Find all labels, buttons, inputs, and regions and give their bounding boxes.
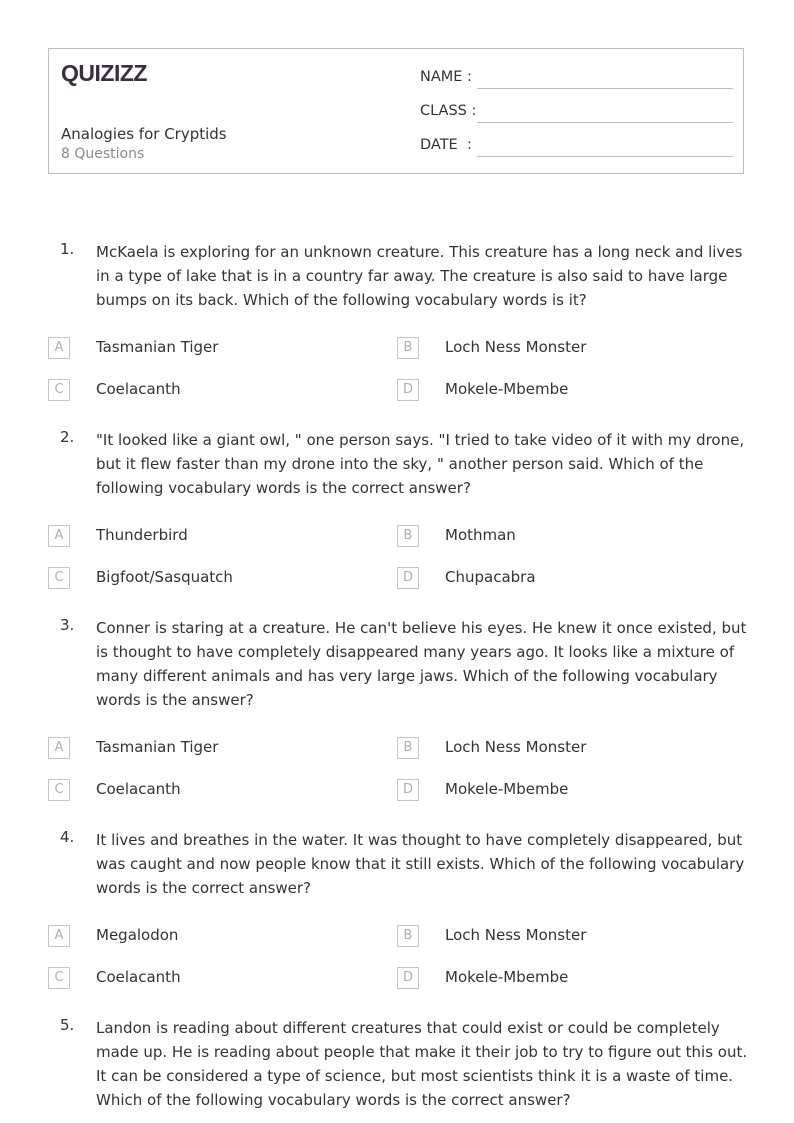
name-field bbox=[420, 67, 733, 91]
option-text: Chupacabra bbox=[445, 568, 536, 586]
option-letter: D bbox=[397, 567, 419, 589]
question-number: 4. bbox=[60, 828, 75, 846]
quizizz-logo bbox=[61, 59, 161, 91]
name-line[interactable] bbox=[477, 88, 733, 89]
option-letter: C bbox=[48, 967, 70, 989]
question-4-option-d[interactable] bbox=[397, 967, 697, 991]
option-letter: A bbox=[48, 525, 70, 547]
option-text: Tasmanian Tiger bbox=[96, 338, 219, 356]
svg-text:QUIZIZZ: QUIZIZZ bbox=[61, 60, 147, 86]
question-3-option-c[interactable] bbox=[48, 779, 348, 803]
option-text: Mokele-Mbembe bbox=[445, 380, 569, 398]
question-1-option-d[interactable] bbox=[397, 379, 697, 403]
option-letter: D bbox=[397, 379, 419, 401]
option-letter: A bbox=[48, 337, 70, 359]
option-text: Coelacanth bbox=[96, 968, 181, 986]
option-text: Coelacanth bbox=[96, 380, 181, 398]
question-number: 1. bbox=[60, 240, 75, 258]
worksheet-title: Analogies for Cryptids bbox=[61, 125, 227, 143]
question-text: It lives and breathes in the water. It was thought to have completely disappeared, but was caught and now people know that it still exists. Which of the following vocabulary words is the correct answer? bbox=[96, 831, 745, 897]
date-label: DATE : bbox=[420, 137, 472, 153]
option-letter: C bbox=[48, 779, 70, 801]
question-text: McKaela is exploring for an unknown creature. This creature has a long neck and lives in a type of lake that is in a country far away. The creature is also said to have large bumps on its back. Which of the following vocabulary words is it? bbox=[96, 243, 743, 309]
option-text: Loch Ness Monster bbox=[445, 338, 587, 356]
option-letter: C bbox=[48, 379, 70, 401]
option-letter: B bbox=[397, 525, 419, 547]
option-letter: D bbox=[397, 967, 419, 989]
option-text: Mothman bbox=[445, 526, 516, 544]
option-text: Loch Ness Monster bbox=[445, 926, 587, 944]
quizizz-logo-icon bbox=[61, 59, 161, 87]
option-letter: C bbox=[48, 567, 70, 589]
question-1-option-c[interactable] bbox=[48, 379, 348, 403]
option-letter: A bbox=[48, 925, 70, 947]
question-3-option-a[interactable] bbox=[48, 737, 348, 761]
question-number: 5. bbox=[60, 1016, 75, 1034]
question-2-option-a[interactable] bbox=[48, 525, 348, 549]
worksheet-header bbox=[48, 48, 744, 174]
date-field bbox=[420, 135, 733, 159]
option-text: Megalodon bbox=[96, 926, 179, 944]
question-4-option-a[interactable] bbox=[48, 925, 348, 949]
question-2-option-d[interactable] bbox=[397, 567, 697, 591]
question-number: 2. bbox=[60, 428, 75, 446]
date-line[interactable] bbox=[477, 156, 733, 157]
question-text: Landon is reading about different creatures that could exist or could be completely made up. He is reading about people that make it their job to try to figure out this out. It can be considered a type of science, but most scientists think it is a waste of time. Which of the following vocabulary words is the correct answer? bbox=[96, 1019, 748, 1109]
class-label: CLASS : bbox=[420, 103, 477, 119]
option-text: Coelacanth bbox=[96, 780, 181, 798]
question-2-option-b[interactable] bbox=[397, 525, 697, 549]
option-text: Thunderbird bbox=[96, 526, 188, 544]
option-text: Loch Ness Monster bbox=[445, 738, 587, 756]
option-letter: B bbox=[397, 737, 419, 759]
option-text: Bigfoot/Sasquatch bbox=[96, 568, 233, 586]
option-text: Tasmanian Tiger bbox=[96, 738, 219, 756]
question-4-option-c[interactable] bbox=[48, 967, 348, 991]
question-2-option-c[interactable] bbox=[48, 567, 348, 591]
option-text: Mokele-Mbembe bbox=[445, 780, 569, 798]
class-line[interactable] bbox=[477, 122, 733, 123]
question-text: "It looked like a giant owl, " one person says. "I tried to take video of it with my drone, but it flew faster than my drone into the sky, " another person said. Which of the following vocabulary words is the correct answer? bbox=[96, 431, 745, 497]
question-3-option-d[interactable] bbox=[397, 779, 697, 803]
option-letter: D bbox=[397, 779, 419, 801]
question-count: 8 Questions bbox=[61, 146, 145, 162]
option-text: Mokele-Mbembe bbox=[445, 968, 569, 986]
name-label: NAME : bbox=[420, 69, 472, 85]
question-number: 3. bbox=[60, 616, 75, 634]
option-letter: B bbox=[397, 337, 419, 359]
question-1-option-b[interactable] bbox=[397, 337, 697, 361]
option-letter: A bbox=[48, 737, 70, 759]
question-3-option-b[interactable] bbox=[397, 737, 697, 761]
question-4-option-b[interactable] bbox=[397, 925, 697, 949]
question-1-option-a[interactable] bbox=[48, 337, 348, 361]
class-field bbox=[420, 101, 733, 125]
question-text: Conner is staring at a creature. He can't believe his eyes. He knew it once existed, but is thought to have completely disappeared many years ago. It looks like a mixture of many different animals and has very large jaws. Which of the following vocabulary words is the answer? bbox=[96, 619, 747, 709]
option-letter: B bbox=[397, 925, 419, 947]
